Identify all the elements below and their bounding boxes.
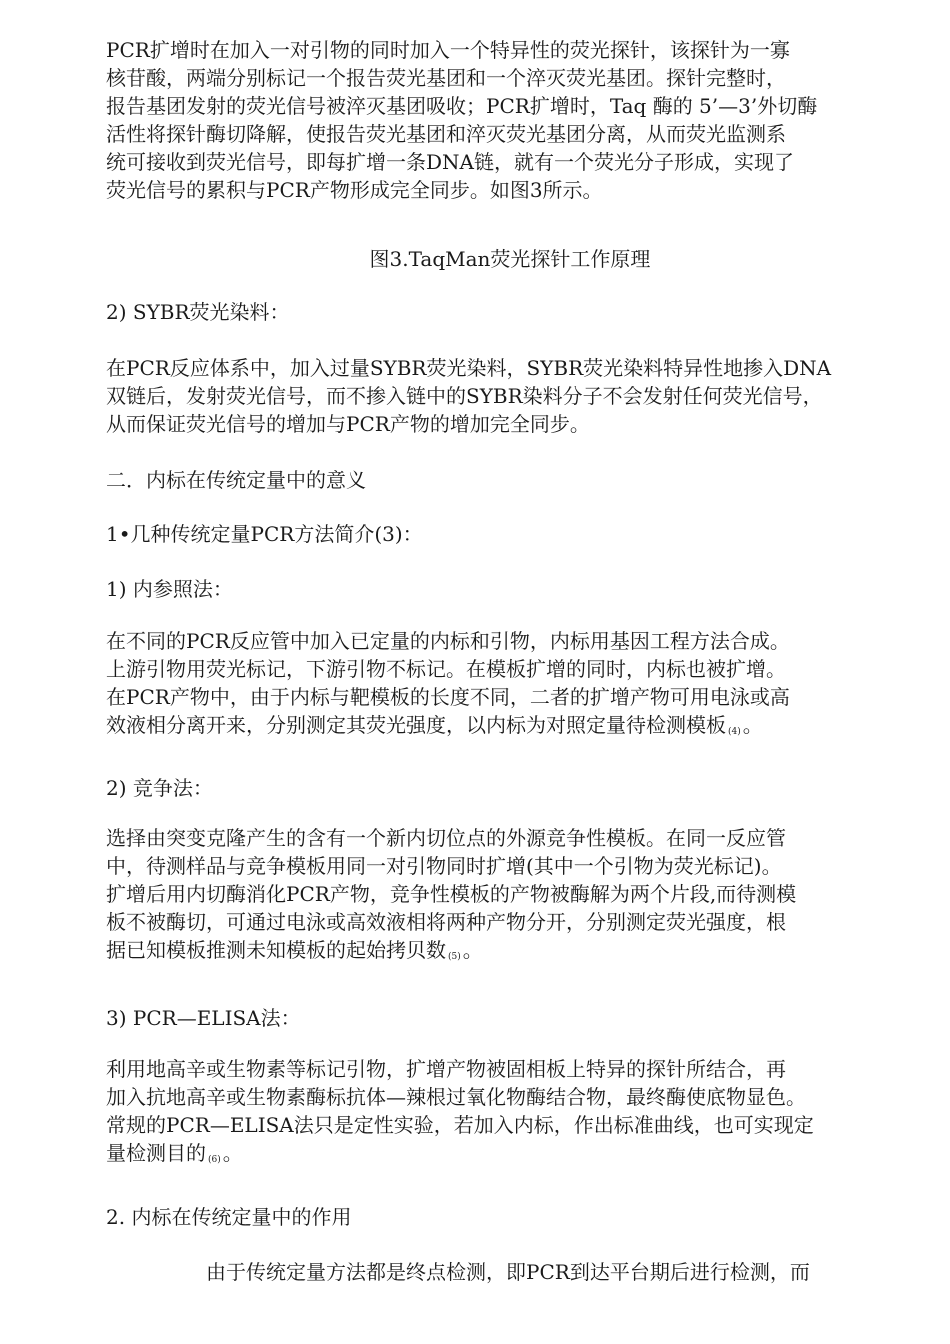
paragraph-pcr-elisa: [106, 1055, 918, 1174]
text-line: 扩增后用内切酶消化PCR产物，竞争性模板的产物被酶解为两个片段,而待测模: [106, 882, 797, 906]
text-fragment: 。: [462, 938, 483, 962]
citation-ref: (4): [728, 727, 741, 737]
text-line: 荧光信号的累积与PCR产物形成完全同步。如图3所示。: [106, 178, 603, 202]
text-line: 统可接收到荧光信号，即每扩增一条DNA链，就有一个荧光分子形成，实现了: [106, 150, 794, 174]
text-line: 在PCR反应体系中，加入过量SYBR荧光染料，SYBR荧光染料特异性地掺入DNA: [106, 356, 832, 380]
text-line: 板不被酶切，可通过电泳或高效液相将两种产物分开，分别测定荧光强度，根: [106, 910, 786, 934]
text-line: 在不同的PCR反应管中加入已定量的内标和引物，内标用基因工程方法合成。: [106, 629, 790, 653]
heading-sybr: 2) SYBR荧光染料：: [106, 300, 290, 324]
citation-ref: (6): [208, 1155, 221, 1165]
text-line: [106, 936, 918, 971]
paragraph-competitive: [106, 824, 918, 971]
heading-methods-overview: 1•几种传统定量PCR方法简介(3)：: [106, 522, 423, 546]
heading-pcr-elisa: 3) PCR—ELISA法：: [106, 1006, 301, 1030]
heading-internal-standard-role: 2. 内标在传统定量中的作用: [106, 1205, 352, 1229]
text-line: 利用地高辛或生物素等标记引物，扩增产物被固相板上特异的探针所结合，再: [106, 1057, 786, 1081]
text-line: [106, 711, 918, 746]
text-fragment: 据已知模板推测未知模板的起始拷贝数: [106, 938, 446, 962]
citation-ref: (5): [448, 952, 461, 962]
text-line: 核苷酸，两端分别标记一个报告荧光基团和一个淬灭荧光基团。探针完整时，: [106, 66, 786, 90]
text-line: 从而保证荧光信号的增加与PCR产物的增加完全同步。: [106, 412, 590, 436]
heading-internal-reference: 1) 内参照法：: [106, 577, 233, 601]
text-fragment: 效液相分离开来，分别测定其荧光强度，以内标为对照定量待检测模板: [106, 713, 726, 737]
paragraph-internal-reference: [106, 627, 918, 746]
text-line: 常规的PCR—ELISA法只是定性实验，若加入内标，作出标准曲线，也可实现定: [106, 1113, 814, 1137]
paragraph-sybr: [106, 354, 918, 438]
text-line: PCR扩增时在加入一对引物的同时加入一个特异性的荧光探针，该探针为一寡: [106, 38, 790, 62]
text-line: 报告基团发射的荧光信号被淬灭基团吸收；PCR扩增时，Taq 酶的 5’—3’外切酶: [106, 94, 818, 118]
paragraph-role-start: 由于传统定量方法都是终点检测，即PCR到达平台期后进行检测，而: [206, 1260, 810, 1284]
section-heading-two: 二．内标在传统定量中的意义: [106, 468, 366, 492]
paragraph-taqman-principle: [106, 36, 918, 204]
text-line: 活性将探针酶切降解，使报告荧光基团和淬灭荧光基团分离，从而荧光监测系: [106, 122, 786, 146]
text-line: 双链后，发射荧光信号，而不掺入链中的SYBR染料分子不会发射任何荧光信号，: [106, 384, 823, 408]
text-fragment: 量检测目的: [106, 1141, 206, 1165]
text-line: 中，待测样品与竞争模板用同一对引物同时扩增(其中一个引物为荧光标记)。: [106, 854, 782, 878]
text-line: [106, 1139, 918, 1174]
text-fragment: 。: [742, 713, 763, 737]
text-line: 选择由突变克隆产生的含有一个新内切位点的外源竞争性模板。在同一反应管: [106, 826, 786, 850]
heading-competitive: 2) 竞争法：: [106, 776, 213, 800]
text-line: 加入抗地高辛或生物素酶标抗体—辣根过氧化物酶结合物，最终酶使底物显色。: [106, 1085, 806, 1109]
text-line: 上游引物用荧光标记，下游引物不标记。在模板扩增的同时，内标也被扩增。: [106, 657, 786, 681]
figure-caption: 图3.TaqMan荧光探针工作原理: [369, 247, 651, 271]
text-line: 在PCR产物中，由于内标与靶模板的长度不同，二者的扩增产物可用电泳或高: [106, 685, 790, 709]
text-fragment: 。: [222, 1141, 243, 1165]
